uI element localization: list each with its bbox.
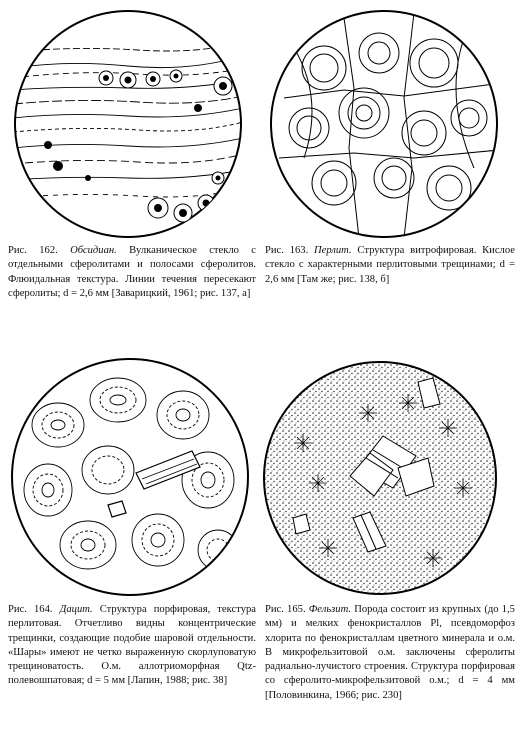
- rock-name: Обсидиан.: [70, 245, 117, 256]
- rock-name: Перлит.: [314, 245, 352, 256]
- caption-text: Структура витрофировая. Кислое стекло с характерными перлитовыми трещинами; d = 2,6 мм [Там же; рис. 138, б]: [265, 245, 515, 285]
- rock-name: Фельзит.: [308, 604, 352, 615]
- figure-163-perlite-drawing: [264, 8, 504, 240]
- caption-164: [8, 603, 256, 689]
- figure-number: Рис. 164.: [8, 604, 53, 615]
- caption-text: Порода состоит из крупных (до 1,5 мм) и мелких фенокристаллов Pl, псевдоморфоз хлорита по фенокристаллам цветного минерала и о.м. В микрофельзитовой о.м. заключены сферолиты радиально-лучистого строения. Структура порфировая со сферолито-микрофельзитовой о.м.; d = 4 мм [Половинкина, 1966; рис. 230]: [265, 604, 515, 701]
- figure-162-obsidian-drawing: [8, 8, 248, 240]
- caption-162: [8, 244, 256, 301]
- caption-text: Структура порфировая, текстура перлитовая. Отчетливо видны концентрические трещинки, создающие подобие шаровой отдельности. «Шары» имеют не четко выраженную скорлуповатую трещиноватость. О.м. аллотриоморфная Qtz-полевошпатовая; d = 5 мм [Лапин, 1988; рис. 38]: [8, 604, 256, 687]
- figure-number: Рис. 163.: [265, 245, 309, 256]
- caption-text: Вулканическое стекло с отдельными сферолитами и полосами сферолитов. Флюидальная текстура. Линии течения пересекают сферолиты; d = 2,6 мм [Заварицкий, 1961; рис. 137, а]: [8, 245, 256, 299]
- rock-name: Дацит.: [59, 604, 93, 615]
- caption-163: [265, 244, 515, 287]
- figure-number: Рис. 162.: [8, 245, 58, 256]
- figure-number: Рис. 165.: [265, 604, 306, 615]
- caption-165: [265, 603, 515, 703]
- figure-164-dacite-drawing: [8, 355, 253, 600]
- figure-165-felsite-drawing: [258, 358, 503, 598]
